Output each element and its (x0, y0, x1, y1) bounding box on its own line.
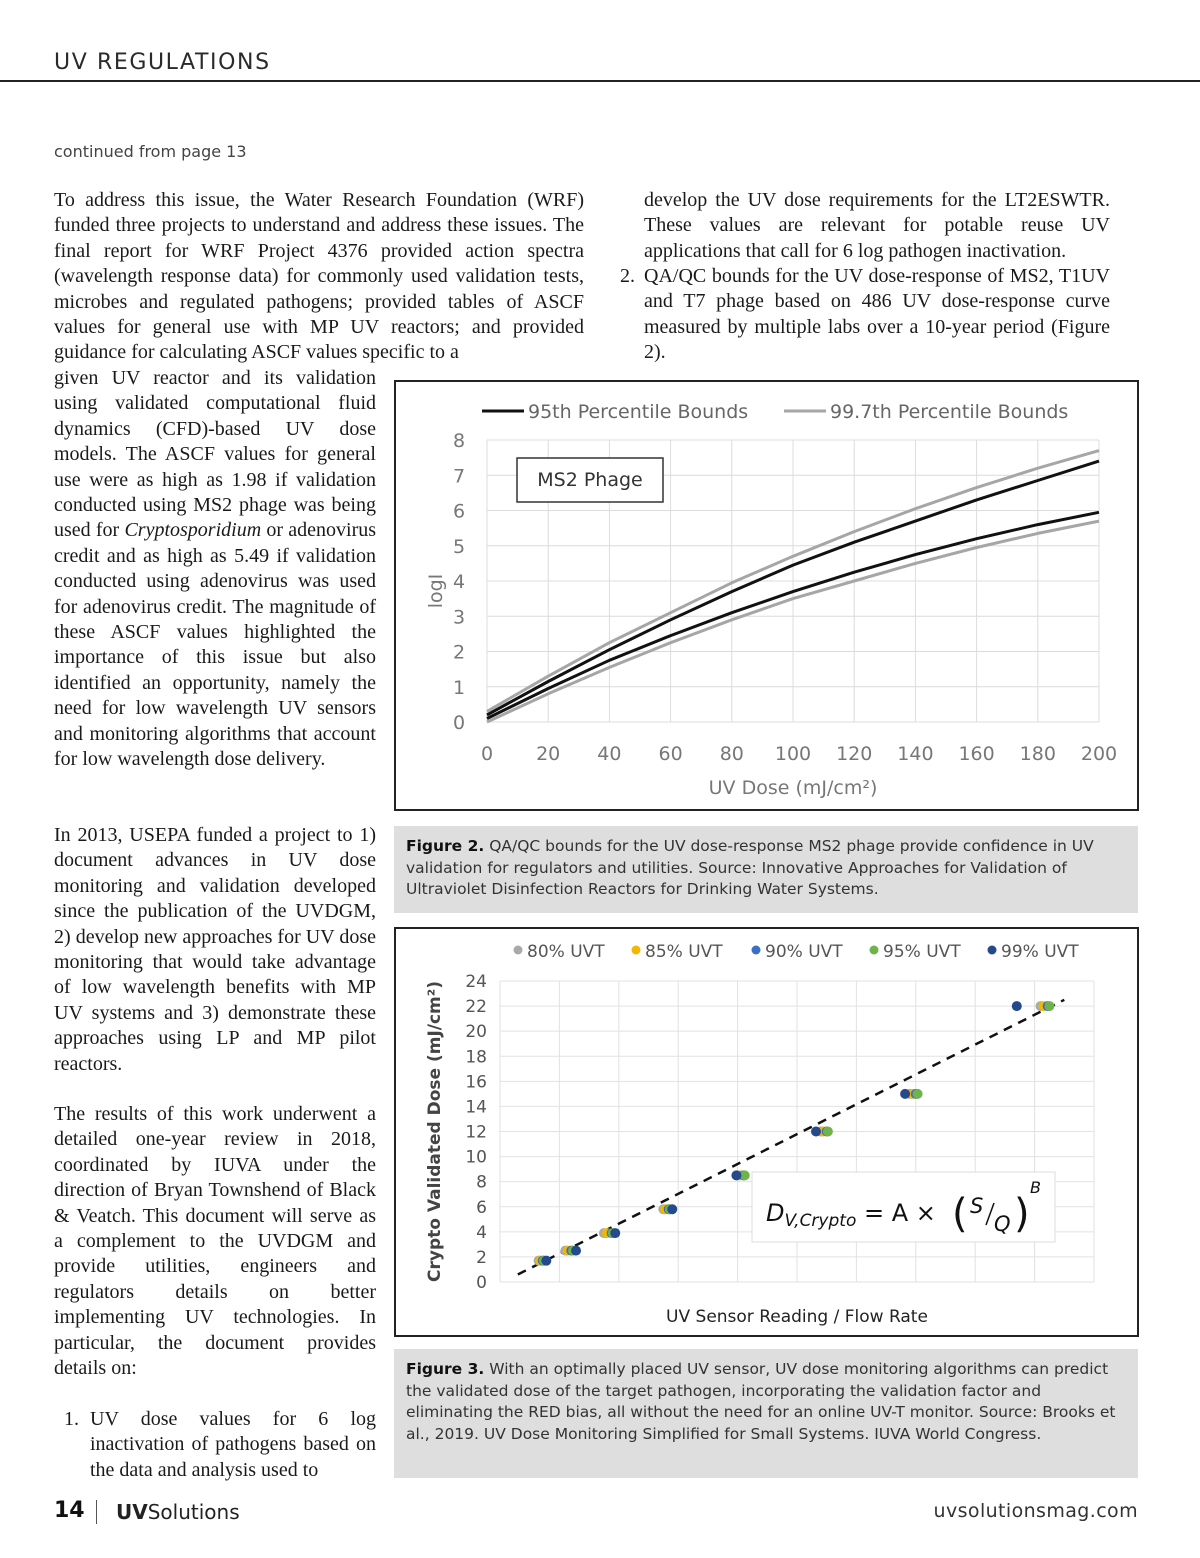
list-number-1: 1. (64, 1408, 79, 1430)
y-tick-label: 3 (452, 606, 466, 629)
paragraph-ascf (54, 366, 376, 773)
data-point (811, 1127, 821, 1137)
list-number-2: 2. (620, 265, 635, 287)
figure-3-chart (394, 927, 1139, 1337)
header-rule (0, 80, 1200, 82)
x-axis-label: UV Dose (mJ/cm²) (708, 777, 878, 799)
data-point (900, 1089, 910, 1099)
list-item-1: UV dose values for 6 log inactivation of pathogens based on the data and analysis used to (90, 1408, 376, 1481)
x-tick-label: 160 (958, 743, 995, 765)
continued-note: continued from page 13 (54, 142, 247, 161)
y-axis-label: logI (425, 573, 447, 609)
y-tick-label: 6 (452, 500, 466, 523)
y-tick-label: 14 (465, 1097, 487, 1118)
legend-label: 95% UVT (883, 942, 961, 962)
footer-separator (96, 1500, 97, 1524)
x-tick-label: 180 (1019, 743, 1056, 765)
y-axis-label: Crypto Validated Dose (mJ/cm²) (425, 981, 445, 1282)
y-tick-label: 24 (465, 972, 487, 992)
paragraph-ascf-part-b: or adenovirus credit and as high as 5.49 if validation conducted using adenovirus was used for adenovirus credit. The magnitude of these ASCF values highlighted the importance of this issue but also identified an opportunity, namely the need for low wavelength UV sensors and monitoring algorithms that account for low wavelength dose delivery. (54, 519, 377, 771)
equation-box (752, 1172, 1055, 1242)
figure-3-caption-text: With an optimally placed UV sensor, UV dose monitoring algorithms can predict the validated dose of the target pathogen, incorporating the validation factor and eliminating the RED bias, all without the need for an online UV-T monitor. Source: Brooks et al., 2019. UV Dose Monitoring Simplified for Small Systems. IUVA World Congress. (406, 1360, 1116, 1443)
annotation-label: MS2 Phage (537, 469, 643, 491)
equation-rhs: = A × (856, 1199, 936, 1227)
y-tick-label: 4 (476, 1222, 487, 1243)
paragraph-results: The results of this work underwent a detailed one-year review in 2018, coordinated by IUVA under the direction of Bryan Townshend of Black & Veatch. This document will serve as a complement to the UVDGM and provide utilities, engineers and regulators details on better implementing UV technologies. In particular, the document provides details on: (54, 1103, 376, 1380)
cryptosporidium-term: Cryptosporidium (124, 519, 262, 542)
legend-marker (870, 946, 879, 955)
list-item-2: QA/QC bounds for the UV dose-response of MS2, T1UV and T7 phage based on 486 UV dose-response curve measured by multiple labs over a 10-year period (Figure 2). (644, 265, 1110, 364)
data-point (913, 1089, 923, 1099)
figure-3-caption (394, 1349, 1138, 1478)
legend-label: 99% UVT (1001, 942, 1079, 962)
x-tick-label: 200 (1080, 743, 1118, 765)
data-point (1044, 1001, 1054, 1011)
equation-paren-open: ( (952, 1191, 968, 1237)
footer-brand (116, 1500, 240, 1524)
equation-s: S (970, 1194, 984, 1218)
legend-label: 85% UVT (645, 942, 723, 962)
x-tick-label: 60 (658, 743, 683, 765)
x-tick-label: 100 (774, 743, 812, 765)
y-tick-label: 12 (465, 1122, 487, 1143)
data-point (823, 1127, 833, 1137)
crypto-dose-scatter-chart (396, 929, 1137, 1335)
x-tick-label: 140 (897, 743, 934, 765)
equation-q: Q (994, 1212, 1011, 1236)
y-tick-label: 1 (452, 676, 466, 699)
y-tick-label: 18 (465, 1047, 487, 1068)
y-tick-label: 2 (476, 1247, 487, 1268)
legend-label: 80% UVT (527, 942, 605, 962)
y-tick-label: 0 (476, 1273, 487, 1293)
equation-exponent: B (1030, 1178, 1041, 1197)
list-item-1-continued: develop the UV dose requirements for the LT2ESWTR. These values are relevant for potable reuse UV applications that call for 6 log pathogen inactivation. (644, 189, 1110, 262)
y-tick-label: 4 (452, 571, 466, 593)
figure-2-caption-text: QA/QC bounds for the UV dose-response MS2 phage provide confidence in UV validation for regulators and utilities. Source: Innovative Approaches for Validation of Ultraviolet Disinfection Reactors for Drinking Water Systems. (406, 837, 1094, 898)
y-tick-label: 22 (465, 997, 487, 1018)
x-tick-label: 0 (480, 743, 494, 765)
data-point (731, 1170, 741, 1180)
legend-label-95th: 95th Percentile Bounds (528, 401, 749, 423)
x-tick-label: 80 (719, 743, 744, 765)
x-tick-label: 40 (597, 743, 622, 765)
data-point (610, 1228, 620, 1238)
legend-marker (514, 946, 523, 955)
legend-label-99-7th: 99.7th Percentile Bounds (830, 401, 1069, 423)
footer-url[interactable]: uvsolutionsmag.com (933, 1500, 1138, 1522)
legend-marker (632, 946, 641, 955)
y-tick-label: 2 (452, 641, 466, 664)
figure-3-label: Figure 3. (406, 1360, 485, 1378)
y-tick-label: 20 (465, 1022, 487, 1043)
equation-subscript: V,Crypto (784, 1211, 857, 1231)
y-tick-label: 10 (465, 1147, 487, 1168)
figure-2-chart (394, 380, 1139, 811)
x-tick-label: 20 (536, 743, 561, 765)
y-tick-label: 0 (452, 712, 466, 734)
footer-brand-rest: Solutions (147, 1500, 240, 1524)
y-tick-label: 5 (452, 535, 466, 558)
y-tick-label: 8 (452, 430, 466, 452)
ms2-dose-response-chart (396, 382, 1137, 809)
y-tick-label: 8 (476, 1172, 487, 1193)
paragraph-usepa: In 2013, USEPA funded a project to 1) document advances in UV dose monitoring and validation developed since the publication of the UVDGM, 2) develop new approaches for UV dose monitoring that would take advantage of low wavelength benefits with MP UV systems and 3) demonstrate these approaches using LP and MP pilot reactors. (54, 824, 376, 1075)
data-point (667, 1204, 677, 1214)
page-number: 14 (54, 1498, 85, 1523)
footer-brand-bold: UV (116, 1500, 148, 1524)
x-tick-label: 120 (836, 743, 873, 765)
paragraph-ascf-part-a: given UV reactor and its validation using validated computational fluid dynamics (CFD)-based UV dose models. The ASCF values for general use were as high as 1.98 if validation conducted using MS2 phage was being used for (54, 367, 376, 542)
section-header: UV REGULATIONS (54, 50, 271, 75)
y-tick-label: 6 (476, 1197, 487, 1218)
legend-marker (752, 946, 761, 955)
legend-label: 90% UVT (765, 942, 843, 962)
data-point (1012, 1001, 1022, 1011)
equation-paren-close: ) (1014, 1191, 1030, 1237)
figure-2-caption (394, 826, 1138, 913)
data-point (541, 1256, 551, 1266)
paragraph-wrf-intro: To address this issue, the Water Research Foundation (WRF) funded three projects to understand and address these issues. The final report for WRF Project 4376 provided action spectra (wavelength response data) for commonly used validation tests, microbes and regulated pathogens; provided tables of ASCF values for general use with MP UV reactors; and provided guidance for calculating ASCF values specific to a (54, 189, 584, 364)
y-tick-label: 16 (465, 1072, 487, 1093)
legend-marker (988, 946, 997, 955)
equation-d: D (766, 1199, 785, 1227)
y-tick-label: 7 (452, 465, 466, 488)
data-point (571, 1246, 581, 1256)
figure-2-label: Figure 2. (406, 837, 485, 855)
x-axis-label: UV Sensor Reading / Flow Rate (666, 1307, 928, 1327)
